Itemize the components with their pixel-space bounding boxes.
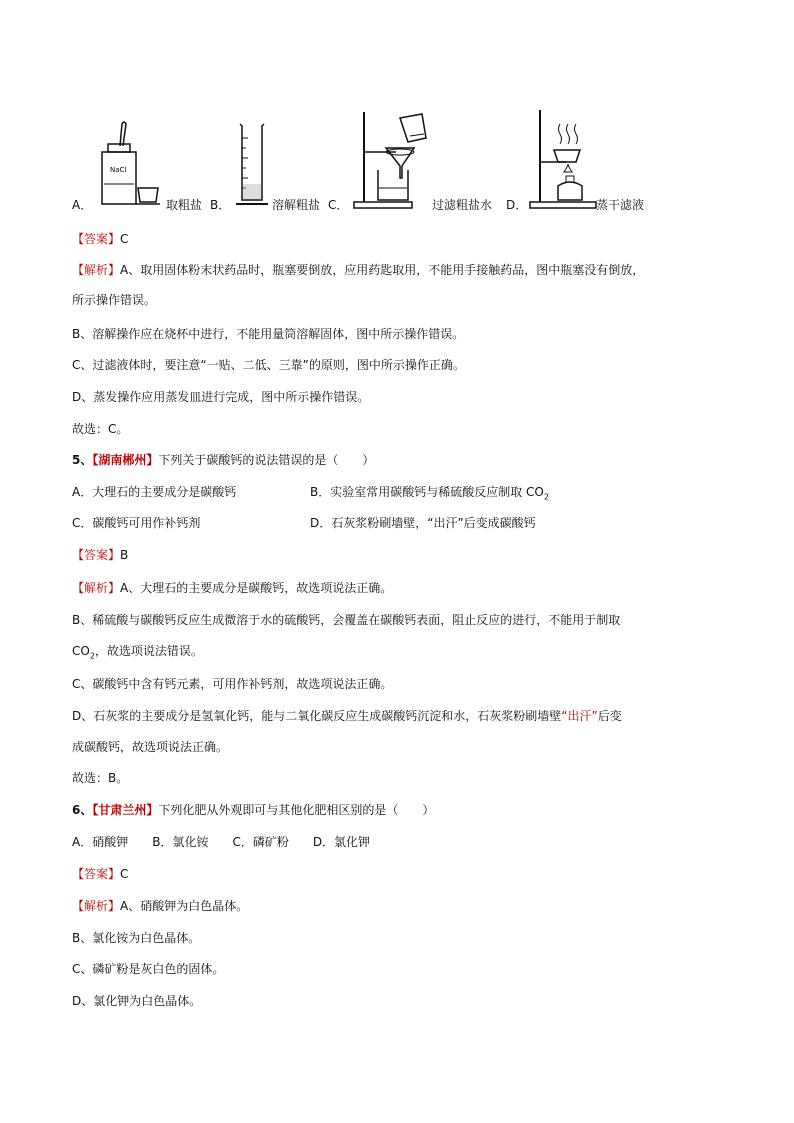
option-c-caption: 过滤粗盐水	[432, 198, 493, 212]
subscript: 2	[89, 651, 95, 661]
q5-option-d: D．石灰浆粉刷墙壁，“出汗”后变成碳酸钙	[310, 516, 536, 530]
question-text: 下列化肥从外观即可与其他化肥相区别的是（ ）	[158, 803, 435, 817]
q6-stem	[72, 802, 434, 818]
q5-analysis-line-5	[72, 708, 622, 724]
filter-figure	[350, 108, 432, 212]
q6-answer-line	[72, 866, 128, 882]
q5-conclusion: 故选：B。	[72, 771, 129, 785]
q4-analysis-line-3: B、溶解操作应在烧杯中进行，不能用量筒溶解固体，图中所示操作错误。	[72, 327, 465, 341]
option-a-caption: 取粗盐	[166, 198, 203, 212]
question-text: 下列关于碳酸钙的说法错误的是（ ）	[158, 453, 375, 467]
q5-stem	[72, 452, 374, 468]
option-b-prefix: B．	[210, 198, 231, 212]
q6-analysis-line-4: D、氯化钾为白色晶体。	[72, 994, 202, 1008]
q6-analysis-line-1	[72, 898, 248, 914]
q4-analysis-line-1	[72, 262, 644, 278]
analysis-text: ，故选项说法错误。	[94, 644, 203, 658]
analysis-text: A、大理石的主要成分是碳酸钙，故选项说法正确。	[120, 581, 393, 595]
evaporate-figure	[528, 106, 598, 212]
answer-tag: 【答案】	[72, 548, 121, 562]
option-c-prefix: C．	[328, 198, 349, 212]
option-b-caption: 溶解粗盐	[272, 198, 321, 212]
q5-answer-line	[72, 547, 128, 563]
option-a-prefix: A．	[72, 198, 93, 212]
dissolve-salt-figure	[232, 120, 272, 212]
question-source: 【湖南郴州】	[92, 453, 159, 467]
q4-analysis-line-5: D、蒸发操作应用蒸发皿进行完成，图中所示操作错误。	[72, 390, 370, 404]
option-d-caption: 蒸干滤液	[596, 198, 645, 212]
question-source: 【甘肃兰州】	[92, 803, 159, 817]
answer-value: C	[120, 232, 129, 246]
question-number: 5、	[72, 453, 93, 467]
q5-analysis-line-4: C、碳酸钙中含有钙元素，可用作补钙剂，故选项说法正确。	[72, 677, 393, 691]
q5-analysis-line-6: 成碳酸钙，故选项说法正确。	[72, 740, 229, 754]
q4-analysis-line-4: C、过滤液体时，要注意“一贴、二低、三靠”的原则，图中所示操作正确。	[72, 358, 465, 372]
q4-analysis-line-2: 所示操作错误。	[72, 293, 157, 307]
q5-analysis-line-2: B、稀硫酸与碳酸钙反应生成微溶于水的硫酸钙，会覆盖在碳酸钙表面，阻止反应的进行，不能用于制取	[72, 613, 621, 627]
q5-option-b	[310, 484, 549, 505]
q5-option-a: A．大理石的主要成分是碳酸钙	[72, 485, 237, 499]
svg-text:NaCl: NaCl	[110, 166, 127, 174]
analysis-tag: 【解析】	[72, 263, 121, 277]
q5-analysis-line-3	[72, 643, 203, 664]
q6-options: A．硝酸钾 B．氯化铵 C．磷矿粉 D．氯化钾	[72, 835, 371, 849]
analysis-text: D、石灰浆的主要成分是氢氧化钙，能与二氧化碳反应生成碳酸钙沉淀和水，石灰浆粉刷墙壁	[72, 709, 562, 723]
answer-value: B	[120, 548, 129, 562]
analysis-text-end: 后变	[597, 709, 622, 723]
analysis-text: A、取用固体粉末状药品时，瓶塞要倒放，应用药匙取用，不能用手接触药品，图中瓶塞没有倒放，	[120, 263, 645, 277]
option-d-prefix: D．	[506, 198, 528, 212]
option-text: B．实验室常用碳酸钙与稀硫酸反应制取 CO	[310, 485, 544, 499]
q4-conclusion: 故选：C。	[72, 422, 129, 436]
q5-analysis-line-1	[72, 580, 392, 596]
q4-answer-line	[72, 231, 128, 247]
analysis-tag: 【解析】	[72, 581, 121, 595]
subscript: 2	[543, 492, 549, 502]
take-salt-figure	[92, 118, 164, 212]
analysis-tag: 【解析】	[72, 899, 121, 913]
analysis-text: A、硝酸钾为白色晶体。	[120, 899, 249, 913]
q5-option-c: C．碳酸钙可用作补钙剂	[72, 516, 201, 530]
answer-tag: 【答案】	[72, 232, 121, 246]
highlighted-quote: “出汗”	[561, 709, 598, 723]
question-number: 6、	[72, 803, 93, 817]
answer-value: C	[120, 867, 129, 881]
q6-analysis-line-2: B、氯化铵为白色晶体。	[72, 931, 201, 945]
q6-analysis-line-3: C、磷矿粉是灰白色的固体。	[72, 962, 225, 976]
formula: CO	[72, 644, 90, 658]
answer-tag: 【答案】	[72, 867, 121, 881]
